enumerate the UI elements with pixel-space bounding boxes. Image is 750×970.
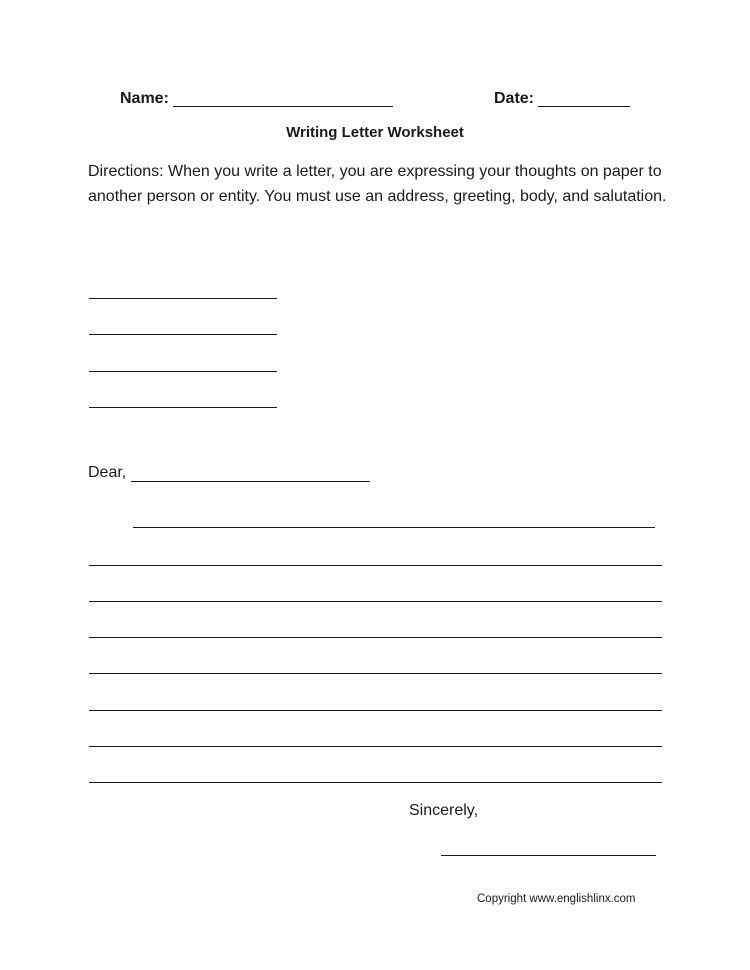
body-line bbox=[89, 710, 662, 711]
address-line bbox=[89, 407, 277, 408]
body-line bbox=[89, 673, 662, 674]
body-line bbox=[89, 782, 662, 783]
address-line bbox=[89, 334, 277, 335]
directions-text: Directions: When you write a letter, you are expressing your thoughts on paper to another person or entity. You must use an address, greeting, body, and salutation. bbox=[88, 163, 667, 205]
name-label: Name: bbox=[120, 90, 169, 107]
greeting-label: Dear, bbox=[88, 464, 127, 481]
body-first-line bbox=[133, 527, 655, 528]
body-line bbox=[89, 601, 662, 602]
signature-line bbox=[441, 855, 656, 856]
body-line bbox=[89, 565, 662, 566]
body-line bbox=[89, 637, 662, 638]
date-label: Date: bbox=[494, 90, 535, 107]
closing-label: Sincerely, bbox=[409, 802, 479, 819]
copyright-text: Copyright www.englishlinx.com bbox=[477, 893, 636, 905]
worksheet-title: Writing Letter Worksheet bbox=[286, 124, 464, 141]
greeting-blank-line bbox=[131, 481, 370, 482]
date-blank-line bbox=[538, 106, 630, 107]
address-line bbox=[89, 298, 277, 299]
body-line bbox=[89, 746, 662, 747]
name-blank-line bbox=[173, 106, 393, 107]
address-line bbox=[89, 371, 277, 372]
